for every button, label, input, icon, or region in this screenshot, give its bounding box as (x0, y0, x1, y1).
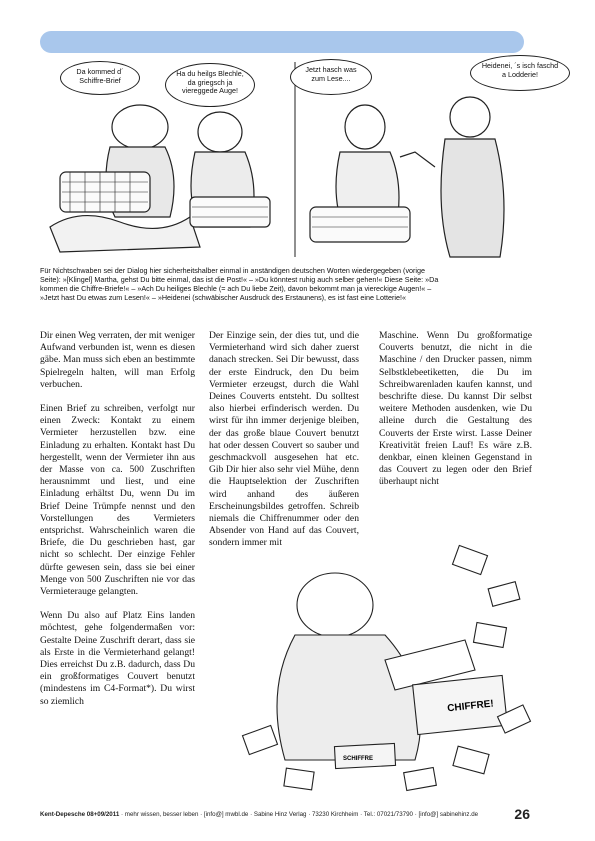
speech-bubble-4: Heidenei, ´s isch faschd a Lodderie! (470, 55, 570, 91)
paragraph: Dir einen Weg verraten, der mit weniger Aufwand verbunden ist, wenn es diesen gäbe. Man muss sich eben an bestimmte Spielregeln halten, will man Erfolg verbuchen. (40, 330, 195, 390)
paragraph: Einen Brief zu schreiben, verfolgt nur einen Zweck: Kontakt zu einem Vermieter herzustellen bzw. eine Einladung zu erhalten. Kontakt hast Du hergestellt, wenn der Vermieter ihn aus der Masse von ca. 500 Zuschriften herausnimmt und liest, und eine Einladung erhältst Du, wenn Du im Brief Deine Trümpfe nennst und den Vorstellungen des Vermieters entsprichst. Wahrscheinlich waren die Briefe, die Du geschrieben hast, gar nicht so schlecht. Der einzige Fehler dürfte gewesen sein, dass sie bei einer Menge von 500 Zuschriften nie vor das Vermieterauge gelangten. (40, 403, 195, 598)
envelope-label: CHIFFRE! (446, 698, 495, 715)
footer-text (40, 811, 478, 818)
envelope-drawing (225, 530, 535, 795)
paragraph: Maschine. Wenn Du großformatige Couverts benutzt, die nicht in die Maschine / den Drucker passen, nimm Selbstklebeetiketten, die Du im Schreibwarenladen kaufen kannst, und beschrifte diese. Du kannst Dir selbst weitere Methoden ausdenken, wie Du alleine durch die Gestaltung des Couverts der Erste wirst. Lasse Deiner Kreativität freien Lauf! Es wäre z.B. denkbar, einen kleinen Gegenstand in das Couvert zu legen oder den Brief überhaupt nicht (379, 330, 532, 488)
speech-bubble-1: Da kommed d´ Schiffre-Brief (60, 61, 140, 95)
comic-illustration (40, 57, 559, 262)
page-number: 26 (514, 806, 530, 822)
header-bar (40, 31, 524, 53)
envelope-illustration (225, 530, 535, 795)
paragraph: Wenn Du also auf Platz Eins landen möchtest, gehe folgendermaßen vor: Gestalte Deine Zuschrift derart, dass sie als Erste in die Vermieterhand gelangt! Dies erreichst Du z.B. dadurch, dass Du ein großformatiges Couvert benutzt (mindestens im C4-Format*). Du wirst so ziemlich (40, 610, 195, 707)
paragraph: Der Einzige sein, der dies tut, und die Vermieterhand wird sich daher zuerst danach strecken. Sei Dir bewusst, dass der erste Eindruck, den Du beim Vermieter erzeugst, durch die Wahl Deines Couverts entsteht. Du solltest also hierbei erfinderisch werden. Du wirst für ihn immer derjenige bleiben, der das große blaue Couvert benutzt hat oder dessen Couvert so sauber und geschmackvoll ausgesehen hat etc. Gib Dir hier also sehr viel Mühe, denn die Hauptselektion der Zuschriften wird anhand des äußeren Erscheinungsbildes getroffen. Schreib niemals die Chiffrenummer oder den Absender von Hand auf das Couvert, sondern immer mit (209, 330, 359, 549)
speech-bubble-2: Ha du heilgs Blechle, da griegsch ja viereggede Auge! (165, 63, 255, 107)
speech-bubble-3: Jetzt hasch was zum Lese.... (290, 59, 372, 95)
page-footer (40, 808, 530, 824)
envelope-small-label: SCHIFFRE (343, 756, 373, 762)
text-column-2 (209, 330, 359, 562)
publication-name: Kent-Depesche 08+09/2011 (40, 811, 120, 818)
footer-info: · mehr wissen, besser leben · [info@] mwbl.de · Sabine Hinz Verlag · 73230 Kirchheim · Tel.: 07021/73790 · [info@] sabinehinz.de (119, 811, 479, 818)
text-column-1 (40, 330, 195, 720)
comic-caption: Für Nichtschwaben sei der Dialog hier sicherheitshalber einmal in anständigen deutschen Worten wiedergegeben (vorige Seite): »[Klingel] Martha, gehst Du bitte einmal, das ist die Post!« – »Du könntest ruhig auch selber gehen!« Diese Seite: »Da kommen die Chiffre-Briefe!« – »Ach Du heiliges Blechle (= ach Du liebe Zeit), davon bekommt man ja viereckige Augen!« – »Jetzt hast Du etwas zum Lesen!« – »Heidenei (schwäbischer Ausdruck des Erstaunens), es ist fast eine Lotterie!« (40, 266, 439, 302)
text-column-3 (379, 330, 532, 501)
